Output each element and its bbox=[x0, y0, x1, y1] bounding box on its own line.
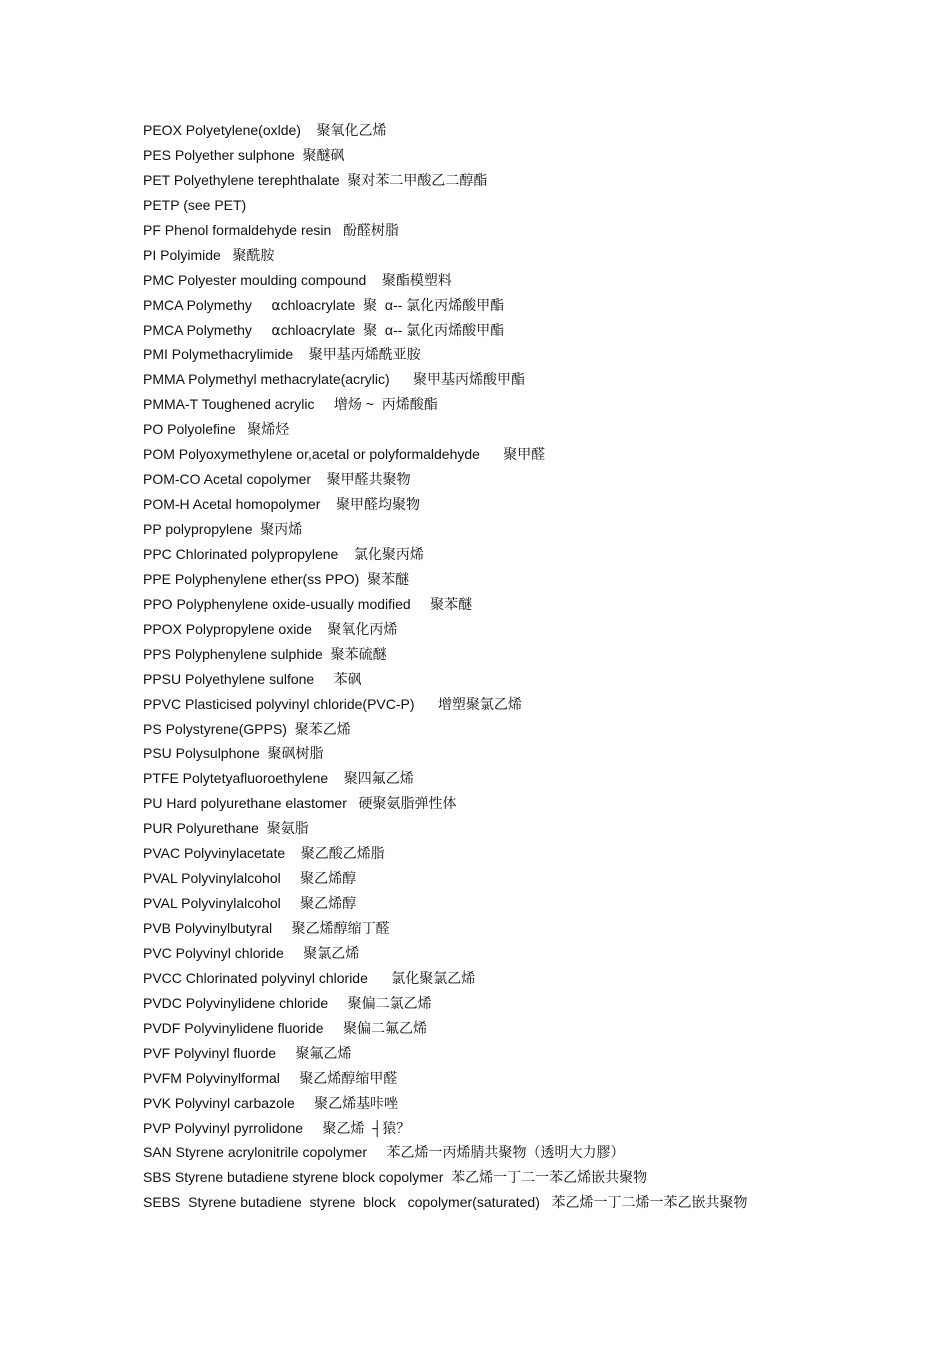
glossary-entry: PETP (see PET) bbox=[143, 196, 247, 213]
glossary-entry: PPS Polyphenylene sulphide 聚苯硫醚 bbox=[143, 645, 387, 662]
glossary-entry: PVAL Polyvinylalcohol 聚乙烯醇 bbox=[143, 895, 357, 912]
glossary-entry: PVF Polyvinyl fluorde 聚氟乙烯 bbox=[143, 1044, 352, 1061]
glossary-entry: PVFM Polyvinylformal 聚乙烯醇缩甲醛 bbox=[143, 1069, 398, 1086]
glossary-entry: PMI Polymethacrylimide 聚甲基丙烯酰亚胺 bbox=[143, 346, 421, 363]
glossary-entry: PVAC Polyvinylacetate 聚乙酸乙烯脂 bbox=[143, 845, 385, 862]
glossary-entry: PI Polyimide 聚酰胺 bbox=[143, 246, 275, 263]
glossary-entry: PF Phenol formaldehyde resin 酚醛树脂 bbox=[143, 221, 399, 238]
glossary-entry: PMC Polyester moulding compound 聚酯模塑料 bbox=[143, 271, 452, 288]
glossary-entry: PPE Polyphenylene ether(ss PPO) 聚苯醚 bbox=[143, 570, 410, 587]
glossary-entry: POM-H Acetal homopolymer 聚甲醛均聚物 bbox=[143, 496, 420, 513]
glossary-entry: PMCA Polymethy ⍺chloacrylate 聚 α-- 氯化丙烯酸甲酯 bbox=[143, 321, 505, 338]
glossary-entry: PVC Polyvinyl chloride 聚氯乙烯 bbox=[143, 944, 360, 961]
glossary-entry: SEBS Styrene butadiene styrene block copolymer(saturated) 苯乙烯一丁二烯一苯乙嵌共聚物 bbox=[143, 1194, 748, 1211]
glossary-entry: PEOX Polyetylene(oxlde) 聚氧化乙烯 bbox=[143, 122, 387, 138]
glossary-entry: PPVC Plasticised polyvinyl chloride(PVC-P) 增塑聚氯乙烯 bbox=[143, 695, 522, 712]
glossary-entry: PPC Chlorinated polypropylene 氯化聚丙烯 bbox=[143, 545, 424, 562]
glossary-entry: POM-CO Acetal copolymer 聚甲醛共聚物 bbox=[143, 471, 411, 488]
glossary-entry: PO Polyolefine 聚烯烃 bbox=[143, 421, 290, 438]
glossary-entry: PP polypropylene 聚丙烯 bbox=[143, 521, 303, 537]
glossary-entry: PMCA Polymethy ⍺chloacrylate 聚 α-- 氯化丙烯酸甲酯 bbox=[143, 296, 505, 313]
glossary-entry: PET Polyethylene terephthalate 聚对苯二甲酸乙二醇酯 bbox=[143, 171, 488, 188]
glossary-list bbox=[143, 118, 903, 1215]
glossary-entry: PMMA-T Toughened acrylic 增炀 ~ 丙烯酸酯 bbox=[143, 396, 438, 413]
glossary-entry: PES Polyether sulphone 聚醚砜 bbox=[143, 146, 345, 163]
glossary-entry: PVDF Polyvinylidene fluoride 聚偏二氟乙烯 bbox=[143, 1019, 427, 1036]
glossary-entry: PTFE Polytetyafluoroethylene 聚四氟乙烯 bbox=[143, 770, 414, 787]
glossary-entry: SAN Styrene acrylonitrile copolymer 苯乙烯一丙烯腈共聚物（透明大力膠） bbox=[143, 1144, 625, 1161]
glossary-entry: PVP Polyvinyl pyrrolidone 聚乙烯 ┤猿？ bbox=[143, 1119, 411, 1136]
glossary-entry: PUR Polyurethane 聚氨脂 bbox=[143, 820, 309, 837]
glossary-entry: PMMA Polymethyl methacrylate(acrylic) 聚甲基丙烯酸甲酯 bbox=[143, 371, 525, 388]
glossary-entry: PPO Polyphenylene oxide-usually modified 聚苯醚 bbox=[143, 595, 473, 612]
glossary-entry: PS Polystyrene(GPPS) 聚苯乙烯 bbox=[143, 720, 351, 737]
glossary-entry: POM Polyoxymethylene or,acetal or polyformaldehyde 聚甲醛 bbox=[143, 446, 546, 463]
glossary-entry: PSU Polysulphone 聚砜树脂 bbox=[143, 745, 324, 762]
glossary-entry: PVAL Polyvinylalcohol 聚乙烯醇 bbox=[143, 870, 357, 887]
glossary-entry: PVK Polyvinyl carbazole 聚乙烯基咔唑 bbox=[143, 1094, 399, 1111]
glossary-entry: PPSU Polyethylene sulfone 苯砜 bbox=[143, 670, 362, 687]
glossary-entry: PVB Polyvinylbutyral 聚乙烯醇缩丁醛 bbox=[143, 920, 390, 936]
glossary-entry: PU Hard polyurethane elastomer 硬聚氨脂弹性体 bbox=[143, 795, 457, 812]
glossary-entry: PPOX Polypropylene oxide 聚氧化丙烯 bbox=[143, 620, 398, 637]
glossary-entry: PVDC Polyvinylidene chloride 聚偏二氯乙烯 bbox=[143, 994, 432, 1011]
glossary-entry: PVCC Chlorinated polyvinyl chloride 氯化聚氯乙烯 bbox=[143, 969, 476, 986]
glossary-entry: SBS Styrene butadiene styrene block copolymer 苯乙烯一丁二一苯乙烯嵌共聚物 bbox=[143, 1169, 648, 1186]
